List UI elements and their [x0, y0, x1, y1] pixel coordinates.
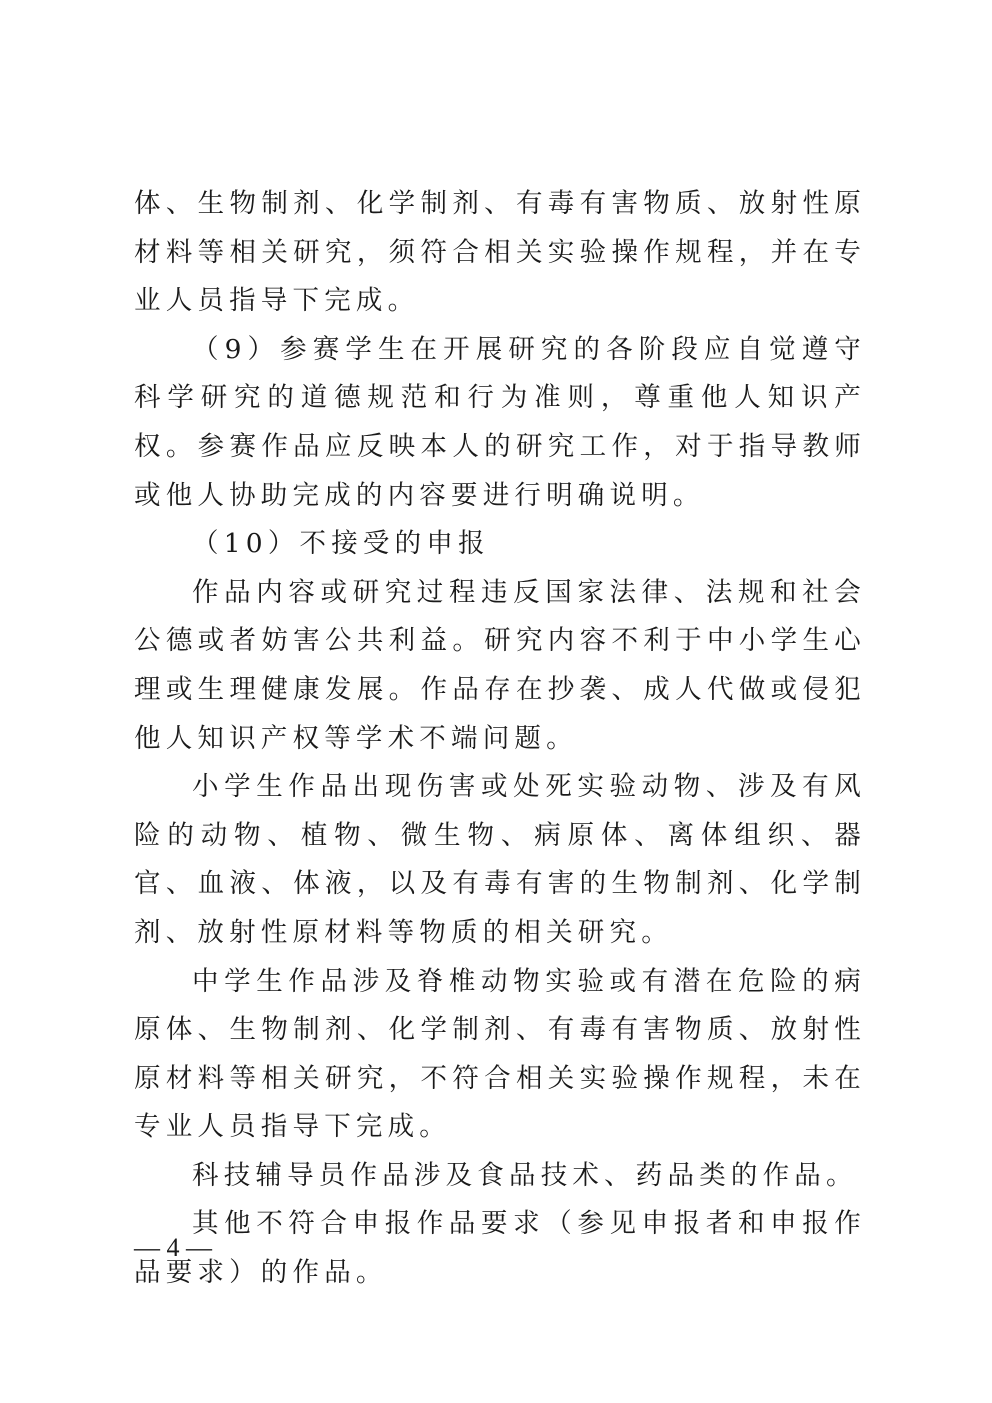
paragraph-item-9: （9）参赛学生在开展研究的各阶段应自觉遵守科学研究的道德规范和行为准则，尊重他人知识产权。参赛作品应反映本人的研究工作，对于指导教师或他人协助完成的内容要进行明确说明。 — [134, 333, 866, 511]
paragraph-general-rules: 作品内容或研究过程违反国家法律、法规和社会公德或者妨害公共利益。研究内容不利于中小学生心理或生理健康发展。作品存在抄袭、成人代做或侵犯他人知识产权等学术不端问题。 — [134, 576, 866, 754]
paragraph-other-works: 其他不符合申报作品要求（参见申报者和申报作品要求）的作品。 — [134, 1208, 866, 1289]
section-heading-item-10: （10）不接受的申报 — [192, 528, 490, 560]
document-body — [134, 180, 866, 1298]
paragraph-tutor-works: 科技辅导员作品涉及食品技术、药品类的作品。 — [192, 1159, 858, 1191]
paragraph-primary-school: 小学生作品出现伤害或处死实验动物、涉及有风险的动物、植物、微生物、病原体、离体组织、器官、血液、体液，以及有毒有害的生物制剂、化学制剂、放射性原材料等物质的相关研究。 — [134, 771, 866, 948]
paragraph-continuation: 体、生物制剂、化学制剂、有毒有害物质、放射性原材料等相关研究，须符合相关实验操作规程，并在专业人员指导下完成。 — [134, 188, 866, 317]
paragraph-secondary-school: 中学生作品涉及脊椎动物实验或有潜在危险的病原体、生物制剂、化学制剂、有毒有害物质、放射性原材料等相关研究，不符合相关实验操作规程，未在专业人员指导下完成。 — [134, 965, 866, 1143]
page-number: — 4 — — [134, 1233, 212, 1262]
